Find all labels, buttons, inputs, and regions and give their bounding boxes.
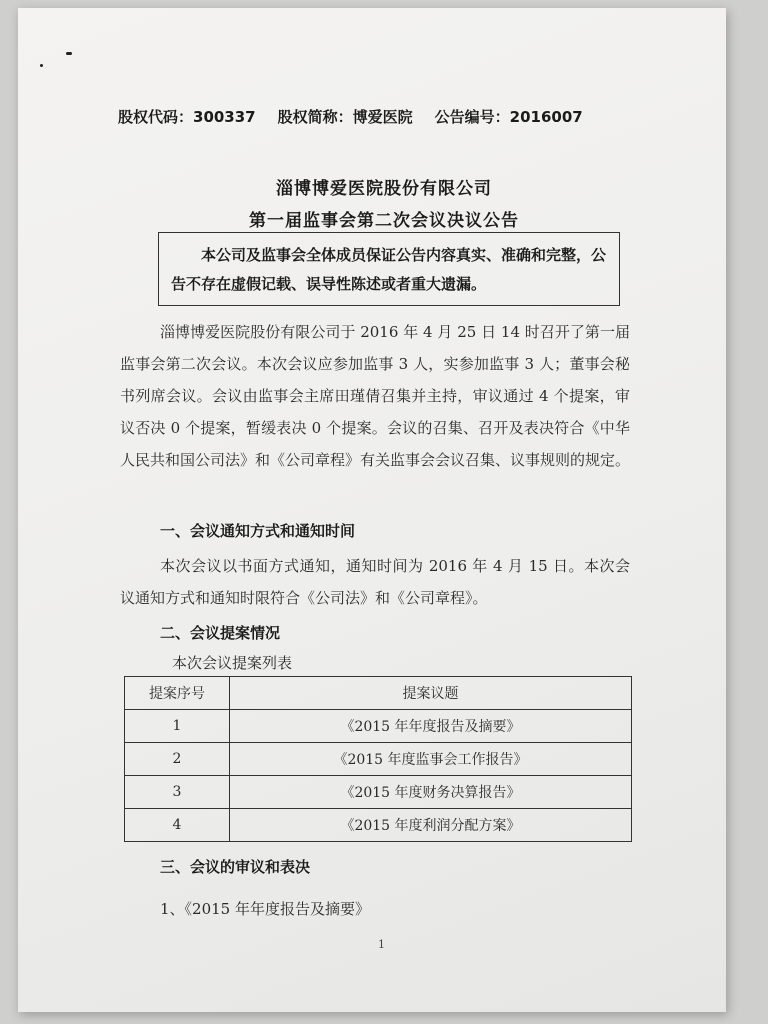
table-row <box>125 809 632 842</box>
table-row <box>125 776 632 809</box>
statement-box: 本公司及监事会全体成员保证公告内容真实、准确和完整，公告不存在虚假记载、误导性陈述或者重大遗漏。 <box>158 232 620 306</box>
proposal-number: 2 <box>125 743 230 776</box>
notice-title: 第一届监事会第二次会议决议公告 <box>249 211 519 231</box>
page-number: 1 <box>378 938 385 951</box>
company-title: 淄博博爱医院股份有限公司 <box>276 179 492 199</box>
section3-item: 1、《2015 年年度报告及摘要》 <box>160 900 370 918</box>
notice-header <box>118 106 638 127</box>
proposal-table <box>124 676 632 842</box>
table-header-row <box>125 677 632 710</box>
proposal-number: 3 <box>125 776 230 809</box>
proposal-number: 1 <box>125 710 230 743</box>
proposal-number: 4 <box>125 809 230 842</box>
stock-name: 股权简称：博爱医院 <box>277 108 413 126</box>
section1-body: 本次会议以书面方式通知，通知时间为 2016 年 4 月 15 日。本次会议通知方式和通知时限符合《公司法》和《公司章程》。 <box>120 557 630 607</box>
proposal-title: 《2015 年度监事会工作报告》 <box>230 743 632 776</box>
table-caption: 本次会议提案列表 <box>172 654 293 672</box>
intro-paragraph: 淄博博爱医院股份有限公司于 2016 年 4 月 25 日 14 时召开了第一届监事会第二次会议。本次会议应参加监事 3 人，实参加监事 3 人；董事会秘书列席会议。会议由监事会主席田瑾倩召集并主持，审议通过 4 个提案，审议否决 0 个提案，暂缓表决 0 个提案。会议的召集、召开及表决符合《中华人民共和国公司法》和《公司章程》有关监事会会议召集、议事规则的规定。 <box>120 323 631 469</box>
notice-number: 公告编号：2016007 <box>434 108 583 126</box>
document-page <box>18 8 726 1012</box>
proposal-title: 《2015 年年度报告及摘要》 <box>230 710 632 743</box>
stock-code: 股权代码：300337 <box>118 108 256 126</box>
column-header: 提案议题 <box>230 677 632 710</box>
column-header: 提案序号 <box>125 677 230 710</box>
table-row <box>125 710 632 743</box>
ink-mark <box>66 52 72 55</box>
table-row <box>125 743 632 776</box>
section1-heading: 一、会议通知方式和通知时间 <box>160 522 356 540</box>
ink-mark <box>40 64 43 67</box>
section3-heading: 三、会议的审议和表决 <box>160 858 311 876</box>
section2-heading: 二、会议提案情况 <box>160 624 281 642</box>
proposal-title: 《2015 年度财务决算报告》 <box>230 776 632 809</box>
proposal-title: 《2015 年度利润分配方案》 <box>230 809 632 842</box>
